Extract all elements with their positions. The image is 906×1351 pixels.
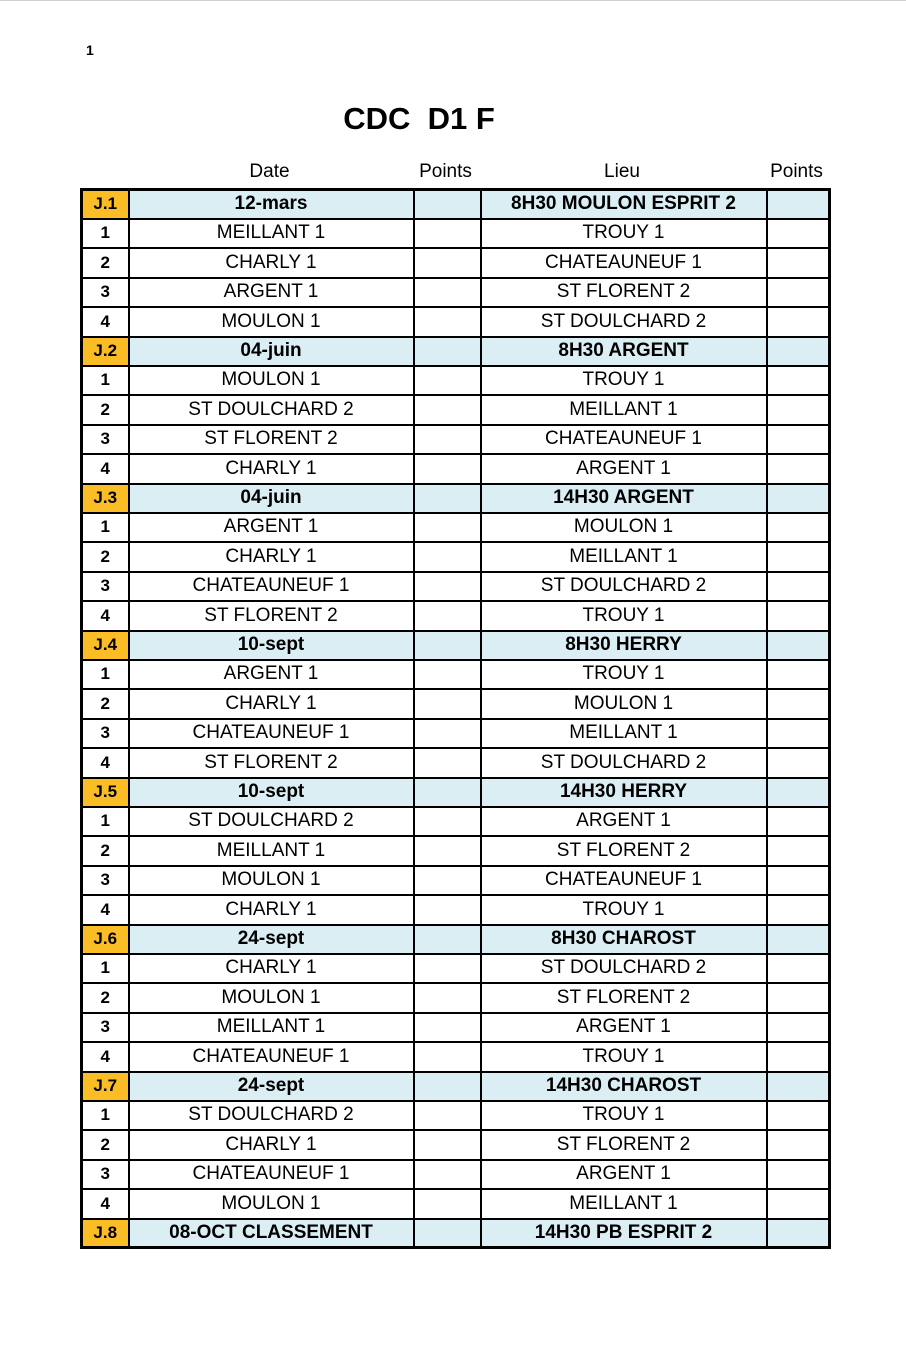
schedule-table xyxy=(80,188,831,1249)
home-team: CHARLY 1 xyxy=(129,1130,414,1160)
round-row xyxy=(82,1072,830,1101)
round-row xyxy=(82,190,830,219)
match-row xyxy=(82,1189,830,1219)
home-team: ST FLORENT 2 xyxy=(129,748,414,778)
top-border xyxy=(0,0,906,1)
away-team: MEILLANT 1 xyxy=(481,395,767,425)
points-home-cell xyxy=(414,925,481,954)
match-row xyxy=(82,425,830,455)
match-number: 1 xyxy=(82,366,129,396)
points-away-cell xyxy=(767,219,830,249)
match-number: 4 xyxy=(82,895,129,925)
match-row xyxy=(82,542,830,572)
match-number: 4 xyxy=(82,1189,129,1219)
match-number: 2 xyxy=(82,248,129,278)
away-team: ARGENT 1 xyxy=(481,454,767,484)
match-row xyxy=(82,307,830,337)
home-team: MEILLANT 1 xyxy=(129,219,414,249)
points-home-cell xyxy=(414,395,481,425)
match-number: 2 xyxy=(82,542,129,572)
away-team: ST FLORENT 2 xyxy=(481,836,767,866)
points-away-cell xyxy=(767,484,830,513)
points-home-cell xyxy=(414,454,481,484)
home-team: ST DOULCHARD 2 xyxy=(129,807,414,837)
points-away-cell xyxy=(767,601,830,631)
away-team: MEILLANT 1 xyxy=(481,719,767,749)
match-row xyxy=(82,366,830,396)
round-label: J.6 xyxy=(82,925,129,954)
away-team: TROUY 1 xyxy=(481,366,767,396)
points-away-cell xyxy=(767,1160,830,1190)
match-row xyxy=(82,219,830,249)
away-team: TROUY 1 xyxy=(481,1042,767,1072)
home-team: CHARLY 1 xyxy=(129,454,414,484)
away-team: ST FLORENT 2 xyxy=(481,278,767,308)
points-home-cell xyxy=(414,866,481,896)
points-home-cell xyxy=(414,1130,481,1160)
points-away-cell xyxy=(767,1219,830,1248)
round-label: J.3 xyxy=(82,484,129,513)
round-row xyxy=(82,337,830,366)
match-row xyxy=(82,748,830,778)
round-row xyxy=(82,925,830,954)
points-away-cell xyxy=(767,513,830,543)
match-row xyxy=(82,660,830,690)
round-label: J.2 xyxy=(82,337,129,366)
points-home-cell xyxy=(414,660,481,690)
match-row xyxy=(82,248,830,278)
points-home-cell xyxy=(414,1189,481,1219)
points-away-cell xyxy=(767,1101,830,1131)
home-team: MOULON 1 xyxy=(129,983,414,1013)
away-team: ST DOULCHARD 2 xyxy=(481,572,767,602)
away-team: ST DOULCHARD 2 xyxy=(481,954,767,984)
match-number: 2 xyxy=(82,1130,129,1160)
match-number: 1 xyxy=(82,954,129,984)
points-away-cell xyxy=(767,925,830,954)
away-team: TROUY 1 xyxy=(481,660,767,690)
points-home-cell xyxy=(414,190,481,219)
points-home-cell xyxy=(414,1072,481,1101)
points-home-cell xyxy=(414,337,481,366)
points-home-cell xyxy=(414,513,481,543)
round-row xyxy=(82,778,830,807)
round-venue: 14H30 PB ESPRIT 2 xyxy=(481,1219,767,1248)
round-label: J.5 xyxy=(82,778,129,807)
round-label: J.4 xyxy=(82,631,129,660)
points-away-cell xyxy=(767,307,830,337)
points-home-cell xyxy=(414,983,481,1013)
points-home-cell xyxy=(414,807,481,837)
home-team: CHATEAUNEUF 1 xyxy=(129,719,414,749)
home-team: ARGENT 1 xyxy=(129,660,414,690)
away-team: TROUY 1 xyxy=(481,219,767,249)
home-team: CHARLY 1 xyxy=(129,895,414,925)
match-number: 1 xyxy=(82,1101,129,1131)
points-home-cell xyxy=(414,572,481,602)
away-team: TROUY 1 xyxy=(481,895,767,925)
away-team: TROUY 1 xyxy=(481,601,767,631)
page-number: 1 xyxy=(86,42,94,58)
away-team: ST FLORENT 2 xyxy=(481,983,767,1013)
points-away-cell xyxy=(767,395,830,425)
round-label: J.8 xyxy=(82,1219,129,1248)
match-number: 3 xyxy=(82,278,129,308)
round-date: 10-sept xyxy=(129,778,414,807)
match-row xyxy=(82,983,830,1013)
round-venue: 8H30 ARGENT xyxy=(481,337,767,366)
home-team: ST FLORENT 2 xyxy=(129,601,414,631)
schedule-body xyxy=(82,190,830,1248)
match-number: 4 xyxy=(82,307,129,337)
points-home-cell xyxy=(414,778,481,807)
home-team: CHATEAUNEUF 1 xyxy=(129,1160,414,1190)
round-date: 10-sept xyxy=(129,631,414,660)
match-row xyxy=(82,454,830,484)
points-home-cell xyxy=(414,219,481,249)
points-home-cell xyxy=(414,1101,481,1131)
round-venue: 14H30 CHAROST xyxy=(481,1072,767,1101)
home-team: MOULON 1 xyxy=(129,307,414,337)
match-number: 4 xyxy=(82,1042,129,1072)
points-away-cell xyxy=(767,366,830,396)
points-away-cell xyxy=(767,1189,830,1219)
round-row xyxy=(82,484,830,513)
points-home-cell xyxy=(414,366,481,396)
points-away-cell xyxy=(767,572,830,602)
match-number: 4 xyxy=(82,748,129,778)
away-team: ST DOULCHARD 2 xyxy=(481,307,767,337)
points-home-cell xyxy=(414,425,481,455)
home-team: CHARLY 1 xyxy=(129,954,414,984)
header-date: Date xyxy=(249,161,290,182)
header-points-away: Points xyxy=(770,161,823,182)
points-home-cell xyxy=(414,484,481,513)
points-home-cell xyxy=(414,689,481,719)
points-home-cell xyxy=(414,954,481,984)
round-label: J.7 xyxy=(82,1072,129,1101)
match-number: 3 xyxy=(82,1160,129,1190)
away-team: MEILLANT 1 xyxy=(481,1189,767,1219)
points-home-cell xyxy=(414,719,481,749)
match-number: 2 xyxy=(82,689,129,719)
points-away-cell xyxy=(767,778,830,807)
away-team: CHATEAUNEUF 1 xyxy=(481,866,767,896)
points-home-cell xyxy=(414,1219,481,1248)
away-team: ST DOULCHARD 2 xyxy=(481,748,767,778)
points-away-cell xyxy=(767,337,830,366)
points-away-cell xyxy=(767,542,830,572)
home-team: ST FLORENT 2 xyxy=(129,425,414,455)
points-away-cell xyxy=(767,1042,830,1072)
points-away-cell xyxy=(767,454,830,484)
match-row xyxy=(82,836,830,866)
round-venue: 8H30 MOULON ESPRIT 2 xyxy=(481,190,767,219)
header-lieu: Lieu xyxy=(604,161,640,182)
home-team: MEILLANT 1 xyxy=(129,1013,414,1043)
home-team: MOULON 1 xyxy=(129,366,414,396)
away-team: ARGENT 1 xyxy=(481,1160,767,1190)
match-row xyxy=(82,395,830,425)
match-row xyxy=(82,1160,830,1190)
round-date: 08-OCT CLASSEMENT xyxy=(129,1219,414,1248)
home-team: MEILLANT 1 xyxy=(129,836,414,866)
points-home-cell xyxy=(414,836,481,866)
points-home-cell xyxy=(414,895,481,925)
home-team: MOULON 1 xyxy=(129,866,414,896)
match-number: 2 xyxy=(82,983,129,1013)
match-row xyxy=(82,572,830,602)
round-row xyxy=(82,631,830,660)
points-home-cell xyxy=(414,278,481,308)
match-number: 1 xyxy=(82,513,129,543)
home-team: CHATEAUNEUF 1 xyxy=(129,1042,414,1072)
match-row xyxy=(82,1042,830,1072)
points-away-cell xyxy=(767,660,830,690)
match-number: 1 xyxy=(82,807,129,837)
match-row xyxy=(82,1013,830,1043)
points-away-cell xyxy=(767,836,830,866)
points-away-cell xyxy=(767,631,830,660)
round-date: 24-sept xyxy=(129,1072,414,1101)
round-venue: 8H30 HERRY xyxy=(481,631,767,660)
away-team: ARGENT 1 xyxy=(481,1013,767,1043)
points-away-cell xyxy=(767,1072,830,1101)
away-team: MOULON 1 xyxy=(481,513,767,543)
match-row xyxy=(82,1130,830,1160)
points-away-cell xyxy=(767,190,830,219)
points-away-cell xyxy=(767,983,830,1013)
round-date: 24-sept xyxy=(129,925,414,954)
home-team: CHARLY 1 xyxy=(129,248,414,278)
match-number: 4 xyxy=(82,601,129,631)
points-away-cell xyxy=(767,248,830,278)
points-home-cell xyxy=(414,307,481,337)
match-number: 1 xyxy=(82,660,129,690)
away-team: ARGENT 1 xyxy=(481,807,767,837)
round-date: 04-juin xyxy=(129,337,414,366)
away-team: TROUY 1 xyxy=(481,1101,767,1131)
header-points-home: Points xyxy=(419,161,472,182)
match-number: 2 xyxy=(82,836,129,866)
match-number: 2 xyxy=(82,395,129,425)
points-home-cell xyxy=(414,248,481,278)
points-away-cell xyxy=(767,895,830,925)
match-number: 3 xyxy=(82,866,129,896)
match-number: 1 xyxy=(82,219,129,249)
match-number: 3 xyxy=(82,719,129,749)
round-row xyxy=(82,1219,830,1248)
points-away-cell xyxy=(767,425,830,455)
home-team: CHARLY 1 xyxy=(129,542,414,572)
points-home-cell xyxy=(414,631,481,660)
points-away-cell xyxy=(767,1130,830,1160)
points-away-cell xyxy=(767,954,830,984)
round-label: J.1 xyxy=(82,190,129,219)
home-team: ARGENT 1 xyxy=(129,278,414,308)
home-team: CHARLY 1 xyxy=(129,689,414,719)
away-team: CHATEAUNEUF 1 xyxy=(481,248,767,278)
match-number: 3 xyxy=(82,1013,129,1043)
points-away-cell xyxy=(767,278,830,308)
points-home-cell xyxy=(414,1042,481,1072)
match-number: 3 xyxy=(82,425,129,455)
match-row xyxy=(82,601,830,631)
round-date: 04-juin xyxy=(129,484,414,513)
points-away-cell xyxy=(767,748,830,778)
match-row xyxy=(82,513,830,543)
page-title: CDC D1 F xyxy=(343,101,495,136)
match-row xyxy=(82,1101,830,1131)
away-team: ST FLORENT 2 xyxy=(481,1130,767,1160)
match-row xyxy=(82,895,830,925)
points-away-cell xyxy=(767,689,830,719)
points-home-cell xyxy=(414,601,481,631)
points-home-cell xyxy=(414,1013,481,1043)
match-row xyxy=(82,866,830,896)
home-team: CHATEAUNEUF 1 xyxy=(129,572,414,602)
round-venue: 8H30 CHAROST xyxy=(481,925,767,954)
points-home-cell xyxy=(414,748,481,778)
round-date: 12-mars xyxy=(129,190,414,219)
match-row xyxy=(82,689,830,719)
away-team: CHATEAUNEUF 1 xyxy=(481,425,767,455)
home-team: ST DOULCHARD 2 xyxy=(129,395,414,425)
home-team: ST DOULCHARD 2 xyxy=(129,1101,414,1131)
match-row xyxy=(82,954,830,984)
match-row xyxy=(82,807,830,837)
home-team: MOULON 1 xyxy=(129,1189,414,1219)
round-venue: 14H30 HERRY xyxy=(481,778,767,807)
points-home-cell xyxy=(414,1160,481,1190)
points-away-cell xyxy=(767,719,830,749)
match-row xyxy=(82,278,830,308)
match-row xyxy=(82,719,830,749)
home-team: ARGENT 1 xyxy=(129,513,414,543)
away-team: MOULON 1 xyxy=(481,689,767,719)
match-number: 4 xyxy=(82,454,129,484)
away-team: MEILLANT 1 xyxy=(481,542,767,572)
points-away-cell xyxy=(767,1013,830,1043)
match-number: 3 xyxy=(82,572,129,602)
points-home-cell xyxy=(414,542,481,572)
round-venue: 14H30 ARGENT xyxy=(481,484,767,513)
points-away-cell xyxy=(767,807,830,837)
points-away-cell xyxy=(767,866,830,896)
